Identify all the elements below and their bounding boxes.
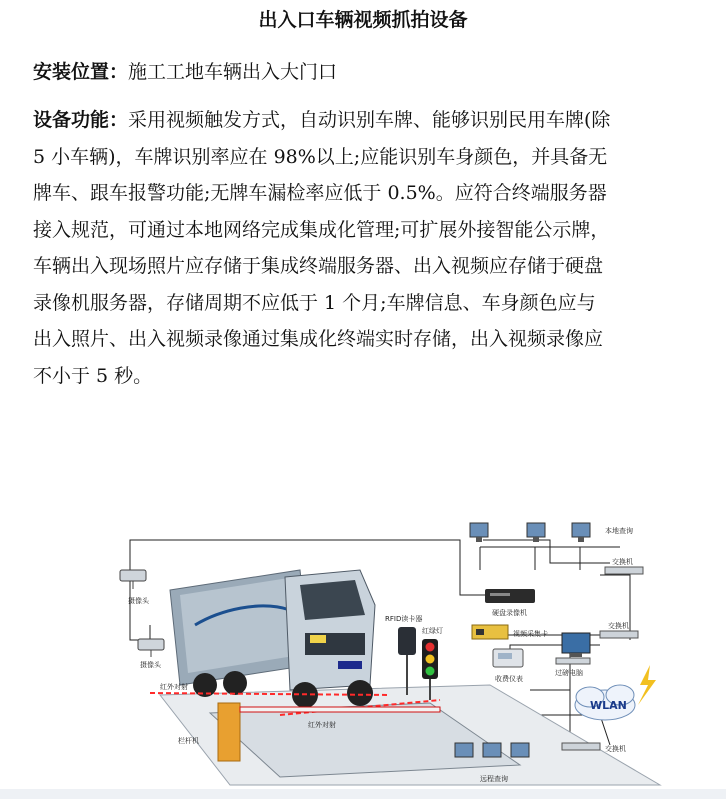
device-function-paragraph [33,102,703,394]
infrared-1-label: 红外对射 [160,683,188,691]
computer-label: 过磅电脑 [555,669,583,677]
install-location-value: 施工工地车辆出入大门口 [128,61,338,83]
function-line: 5 小车辆)，车牌识别率应在 98%以上;应能识别车身颜色，并具备无 [33,145,608,168]
monitor-icon [470,523,488,542]
dvr-icon [485,589,535,603]
function-line: 不小于 5 秒。 [33,364,153,387]
monitor-icon [483,743,501,757]
monitor-icon [511,743,529,757]
dvr-label: 硬盘录像机 [492,609,527,617]
capture-card-icon [472,625,508,639]
switch-2-label: 交换机 [608,622,629,630]
device-function-label: 设备功能： [33,109,129,131]
rfid-label: RFID读卡器 [385,615,423,623]
function-line: 车辆出入现场照片应存储于集成终端服务器、出入视频应存储于硬盘 [33,255,604,277]
monitor-icon [455,743,473,757]
function-line: 接入规范，可通过本地网络完成集成化管理;可扩展外接智能公示牌， [33,218,610,241]
page-bottom-edge [0,789,726,799]
remote-query-label: 远程查询 [480,775,508,783]
install-location-label: 安装位置： [33,61,129,83]
function-line: 采用视频触发方式，自动识别车牌、能够识别民用车牌(除 [128,109,611,131]
switch-icon [605,567,643,574]
infrared-2-label: 红外对射 [308,721,336,729]
truck-illustration [170,570,375,708]
switch-icon [600,631,638,638]
camera-icon [120,570,146,589]
system-diagram [100,515,680,787]
fee-meter-label: 收费仪表 [495,675,523,683]
computer-icon [556,633,590,664]
install-location-line [33,54,703,91]
monitor-icon [527,523,545,542]
function-line: 录像机服务器，存储周期不应低于 1 个月;车牌信息、车身颜色应与 [33,291,596,314]
traffic-light-label: 红绿灯 [422,627,443,635]
rfid-reader-icon [398,627,416,695]
local-query-label: 本地查询 [605,527,633,535]
fee-meter-icon [493,649,523,667]
monitor-icon [572,523,590,542]
camera-1-label: 摄像头 [128,597,149,605]
wlan-label: WLAN [590,699,627,712]
camera-icon [138,639,164,657]
switch-icon [562,743,600,750]
function-line: 牌车、跟车报警功能;无牌车漏检率应低于 0.5%。应符合终端服务器 [33,182,607,204]
barrier-label: 栏杆机 [178,737,199,745]
function-line: 出入照片、出入视频录像通过集成化终端实时存储，出入视频录像应 [33,328,604,350]
camera-2-label: 摄像头 [140,661,161,669]
document-title: 出入口车辆视频抓拍设备 [258,9,468,31]
capture-card-label: 视频采集卡 [513,630,548,638]
switch-1-label: 交换机 [612,558,633,566]
switch-3-label: 交换机 [605,745,626,753]
